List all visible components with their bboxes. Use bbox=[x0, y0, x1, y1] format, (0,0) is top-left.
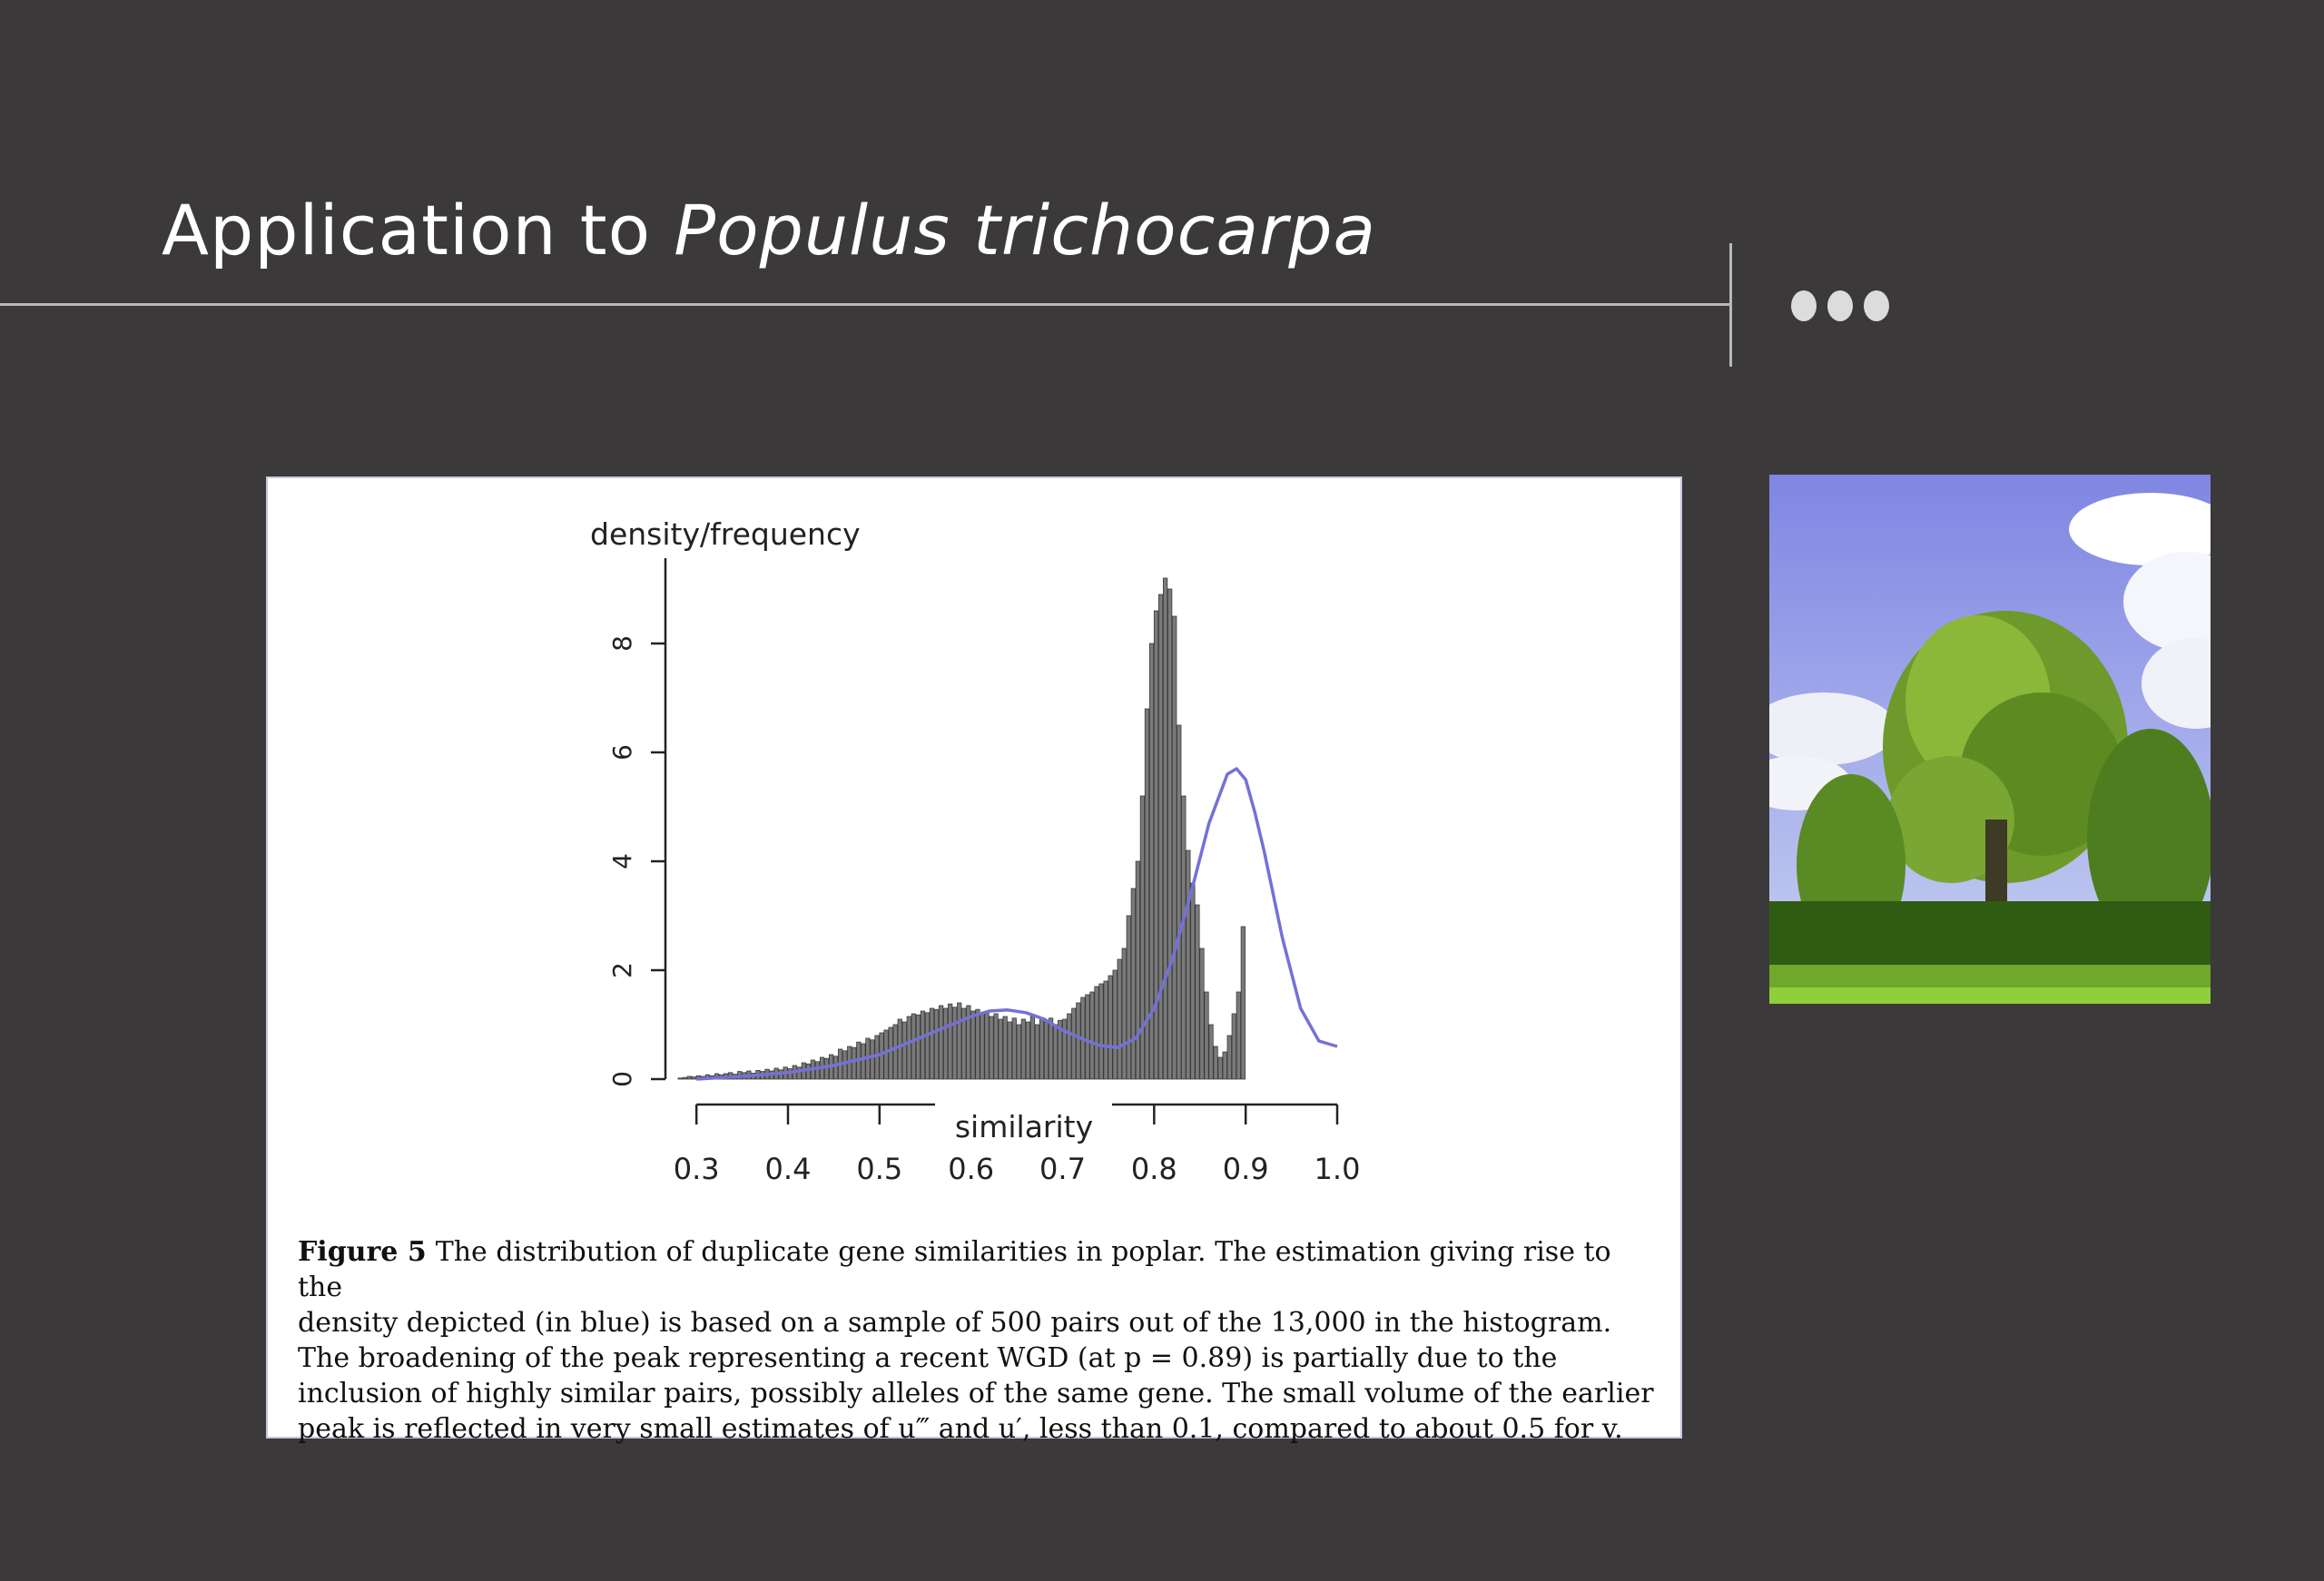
x-tick-label: 0.4 bbox=[764, 1152, 812, 1186]
slide-title-italic: Populus trichocarpa bbox=[674, 190, 1377, 270]
histogram-bar bbox=[1158, 594, 1162, 1079]
caption-line: The broadening of the peak representing a recent WGD (at p = 0.89) is partially due to the bbox=[298, 1342, 1558, 1374]
histogram-bar bbox=[898, 1019, 901, 1079]
slide-title-plain: Application to bbox=[162, 190, 675, 270]
y-tick-label: 6 bbox=[607, 744, 637, 761]
poplar-tree-photo bbox=[1769, 475, 2211, 1004]
x-tick-label: 0.3 bbox=[673, 1152, 720, 1186]
histogram-bar bbox=[1077, 1003, 1080, 1079]
histogram-bar bbox=[1012, 1018, 1016, 1079]
histogram-bar bbox=[1068, 1014, 1071, 1079]
histogram-bar bbox=[833, 1056, 837, 1079]
histogram-bar bbox=[1232, 1014, 1236, 1079]
histogram-bar bbox=[1163, 578, 1167, 1079]
histogram-bar bbox=[893, 1025, 897, 1079]
histogram-bar bbox=[797, 1067, 801, 1079]
histogram-bar bbox=[1026, 1022, 1029, 1079]
histogram-bar bbox=[824, 1058, 828, 1079]
decoration-dot bbox=[1864, 290, 1889, 321]
title-divider bbox=[0, 303, 1730, 306]
x-axis-label: similarity bbox=[954, 1109, 1094, 1144]
histogram-bar bbox=[921, 1011, 924, 1079]
histogram-bar bbox=[1127, 916, 1130, 1079]
histogram-bar bbox=[1227, 1036, 1231, 1079]
caption-line: inclusion of highly similar pairs, possibly alleles of the same gene. The small volume of the earlier bbox=[298, 1378, 1654, 1409]
histogram-bar bbox=[939, 1006, 942, 1079]
histogram-bar bbox=[806, 1064, 810, 1079]
histogram-bar bbox=[1191, 883, 1195, 1079]
x-tick-label: 0.8 bbox=[1130, 1152, 1177, 1186]
histogram-bar bbox=[1108, 976, 1112, 1079]
histogram-bar bbox=[1136, 861, 1139, 1079]
slide-title bbox=[162, 192, 1376, 269]
histogram-bar bbox=[1118, 959, 1121, 1079]
histogram-bar bbox=[687, 1076, 691, 1079]
histogram-bar bbox=[1214, 1046, 1217, 1079]
histogram-bar bbox=[948, 1004, 951, 1079]
histogram-bar bbox=[902, 1022, 906, 1079]
histogram-bar bbox=[1072, 1008, 1076, 1079]
histogram-bar bbox=[1122, 948, 1126, 1079]
histogram-bar bbox=[934, 1009, 938, 1079]
histogram-bar bbox=[994, 1014, 998, 1079]
histogram-bar bbox=[971, 1011, 975, 1079]
x-tick-label: 0.5 bbox=[856, 1152, 903, 1186]
histogram-bar bbox=[916, 1015, 920, 1079]
histogram-bar bbox=[1196, 905, 1199, 1079]
histogram-bar bbox=[1049, 1018, 1052, 1079]
figure-label: Figure 5 bbox=[298, 1236, 427, 1268]
histogram-bar bbox=[1044, 1022, 1048, 1079]
histogram-bar bbox=[678, 1078, 682, 1079]
histogram-bar bbox=[683, 1077, 686, 1079]
histogram-bar bbox=[884, 1030, 888, 1079]
histogram-chart bbox=[268, 478, 1680, 1223]
histogram-bar bbox=[1187, 850, 1190, 1079]
histogram-bar bbox=[1095, 987, 1098, 1079]
histogram-bar bbox=[1017, 1025, 1020, 1079]
caption-line: density depicted (in blue) is based on a sample of 500 pairs out of the 13,000 in the histogram. bbox=[298, 1307, 1612, 1339]
histogram-bar bbox=[1167, 589, 1171, 1079]
histogram-bar bbox=[976, 1009, 980, 1079]
histogram-bar bbox=[871, 1040, 874, 1079]
histogram-bar bbox=[1030, 1016, 1034, 1079]
histogram-bar bbox=[1205, 992, 1208, 1079]
histogram-bar bbox=[889, 1027, 892, 1079]
histogram-bar bbox=[1086, 995, 1089, 1079]
x-tick-label: 0.9 bbox=[1222, 1152, 1269, 1186]
histogram-bar bbox=[911, 1014, 915, 1079]
histogram-bar bbox=[1003, 1016, 1007, 1079]
histogram-bar bbox=[1131, 889, 1135, 1079]
histogram-bar bbox=[985, 1013, 989, 1079]
histogram-bar bbox=[1090, 992, 1094, 1079]
histogram-bar bbox=[907, 1016, 911, 1079]
y-tick-label: 0 bbox=[607, 1071, 637, 1087]
histogram-bar bbox=[1099, 984, 1103, 1079]
decoration-dot bbox=[1791, 290, 1817, 321]
y-tick-label: 4 bbox=[607, 853, 637, 869]
histogram-bar bbox=[1140, 796, 1144, 1079]
histogram-bar bbox=[1008, 1022, 1011, 1079]
histogram-bar bbox=[1104, 981, 1108, 1079]
histogram-bar bbox=[1177, 725, 1181, 1079]
histogram-bar bbox=[815, 1062, 819, 1079]
histogram-bar bbox=[1021, 1019, 1025, 1079]
histogram-bar bbox=[943, 1008, 947, 1079]
histogram-bar bbox=[1039, 1019, 1043, 1079]
histogram-bar bbox=[999, 1019, 1002, 1079]
histogram-bar bbox=[692, 1077, 695, 1079]
histogram-bar bbox=[843, 1051, 847, 1079]
histogram-bar bbox=[1200, 948, 1204, 1079]
x-tick-label: 0.6 bbox=[948, 1152, 995, 1186]
histogram-bar bbox=[862, 1044, 865, 1079]
histogram-bar bbox=[1053, 1025, 1057, 1079]
title-vertical-divider bbox=[1729, 243, 1732, 367]
figure-caption bbox=[298, 1234, 1659, 1447]
decoration-dot bbox=[1827, 290, 1853, 321]
y-tick-label: 8 bbox=[607, 635, 637, 652]
histogram-bar bbox=[1223, 1052, 1226, 1079]
histogram-bar bbox=[953, 1007, 957, 1079]
caption-line: peak is reflected in very small estimates of u‴ and u′, less than 0.1, compared to about 0.5 for v. bbox=[298, 1413, 1623, 1445]
histogram-bar bbox=[875, 1036, 879, 1079]
x-tick-label: 1.0 bbox=[1314, 1152, 1361, 1186]
histogram-bar bbox=[852, 1047, 856, 1079]
histogram-bar bbox=[1241, 927, 1245, 1079]
histogram-bar bbox=[1209, 1025, 1213, 1079]
histogram-bar bbox=[930, 1008, 933, 1079]
slide-decoration-dots bbox=[1791, 290, 1889, 321]
histogram-bar bbox=[1182, 796, 1186, 1079]
histogram-bar bbox=[1218, 1057, 1222, 1079]
y-axis-label: density/frequency bbox=[590, 516, 861, 552]
histogram-bar bbox=[958, 1003, 961, 1079]
histogram-bar bbox=[1063, 1019, 1067, 1079]
figure-card bbox=[266, 476, 1682, 1445]
caption-line: The distribution of duplicate gene similarities in poplar. The estimation giving rise to the bbox=[298, 1236, 1611, 1303]
histogram-bar bbox=[1113, 970, 1117, 1079]
x-tick-label: 0.7 bbox=[1039, 1152, 1086, 1186]
histogram-bar bbox=[1173, 616, 1177, 1079]
histogram-bar bbox=[980, 1014, 984, 1079]
histogram-bar bbox=[1035, 1025, 1039, 1079]
histogram-bar bbox=[990, 1016, 993, 1079]
histogram-bar bbox=[925, 1013, 929, 1079]
histogram-bar bbox=[1236, 992, 1240, 1079]
y-tick-label: 2 bbox=[607, 962, 637, 978]
